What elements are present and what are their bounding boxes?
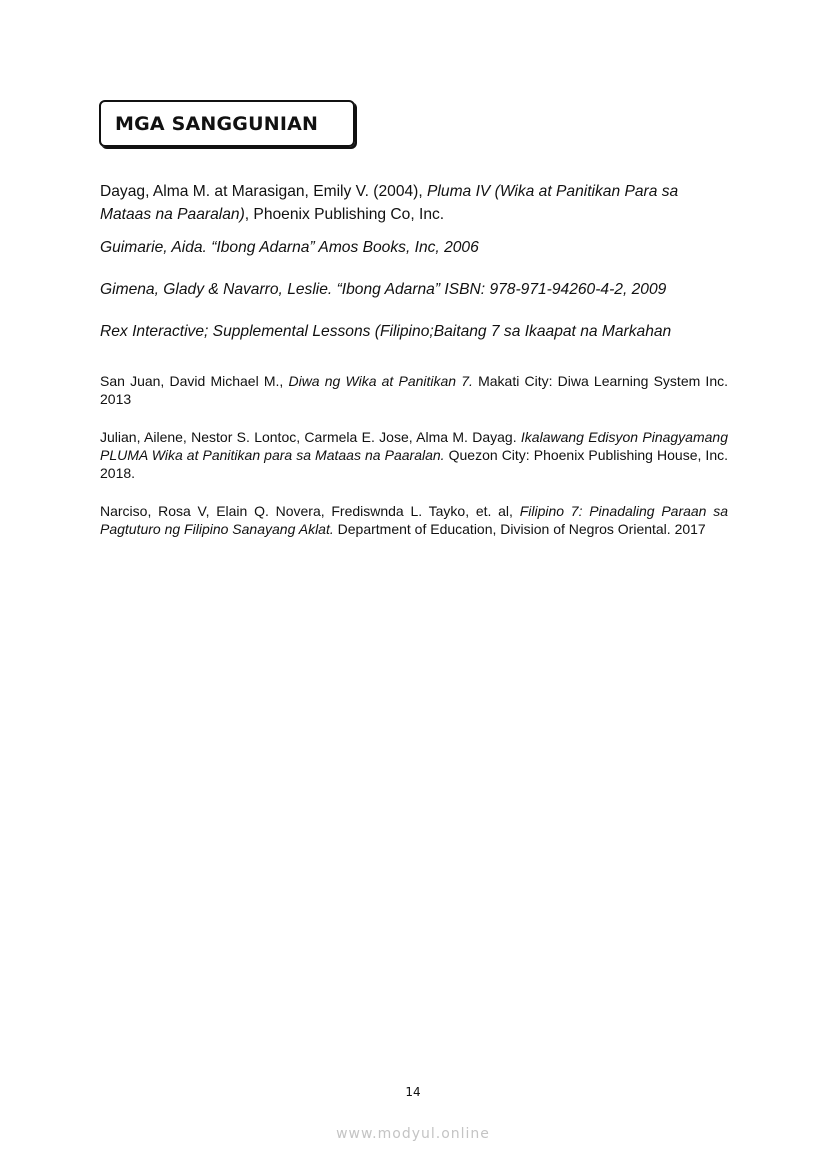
reference-narciso xyxy=(100,502,728,538)
reference-rex-interactive: Rex Interactive; Supplemental Lessons (Filipino;Baitang 7 sa Ikaapat na Markahan xyxy=(100,323,672,340)
reference-publisher: Makati City: Diwa Learning System Inc. 2013 xyxy=(100,373,728,407)
section-heading-box xyxy=(99,100,355,147)
reference-authors: San Juan, David Michael M., xyxy=(100,373,289,389)
reference-san-juan xyxy=(100,372,728,408)
reference-title: Filipino 7: Pinadaling Paraan sa Pagtuturo ng Filipino Sanayang Aklat. xyxy=(100,503,729,537)
reference-guimarie: Guimarie, Aida. “Ibong Adarna” Amos Books, Inc, 2006 xyxy=(100,239,479,256)
reference-title: Diwa ng Wika at Panitikan 7. xyxy=(288,373,473,389)
reference-publisher: Department of Education, Division of Negros Oriental. 2017 xyxy=(333,521,706,537)
section-heading: MGA SANGGUNIAN xyxy=(115,112,319,135)
reference-authors: Julian, Ailene, Nestor S. Lontoc, Carmela E. Jose, Alma M. Dayag. xyxy=(100,429,521,445)
reference-publisher: Quezon City: Phoenix Publishing House, Inc. 2018. xyxy=(100,447,728,481)
reference-title: Ikalawang Edisyon Pinagyamang PLUMA Wika at Panitikan para sa Mataas na Paaralan. xyxy=(100,429,728,463)
watermark: www.modyul.online xyxy=(336,1126,490,1142)
reference-title: Pluma IV (Wika at Panitikan Para sa Mataas na Paaralan) xyxy=(100,183,679,223)
reference-authors: Dayag, Alma M. at Marasigan, Emily V. (2004), xyxy=(100,183,428,200)
reference-julian xyxy=(100,428,728,482)
reference-dayag xyxy=(100,180,728,226)
reference-publisher: , Phoenix Publishing Co, Inc. xyxy=(244,206,445,223)
page-number: 14 xyxy=(405,1085,421,1099)
reference-authors: Narciso, Rosa V, Elain Q. Novera, Frediswnda L. Tayko, et. al, xyxy=(100,503,520,519)
reference-gimena: Gimena, Glady & Navarro, Leslie. “Ibong Adarna” ISBN: 978-971-94260-4-2, 2009 xyxy=(100,281,667,298)
